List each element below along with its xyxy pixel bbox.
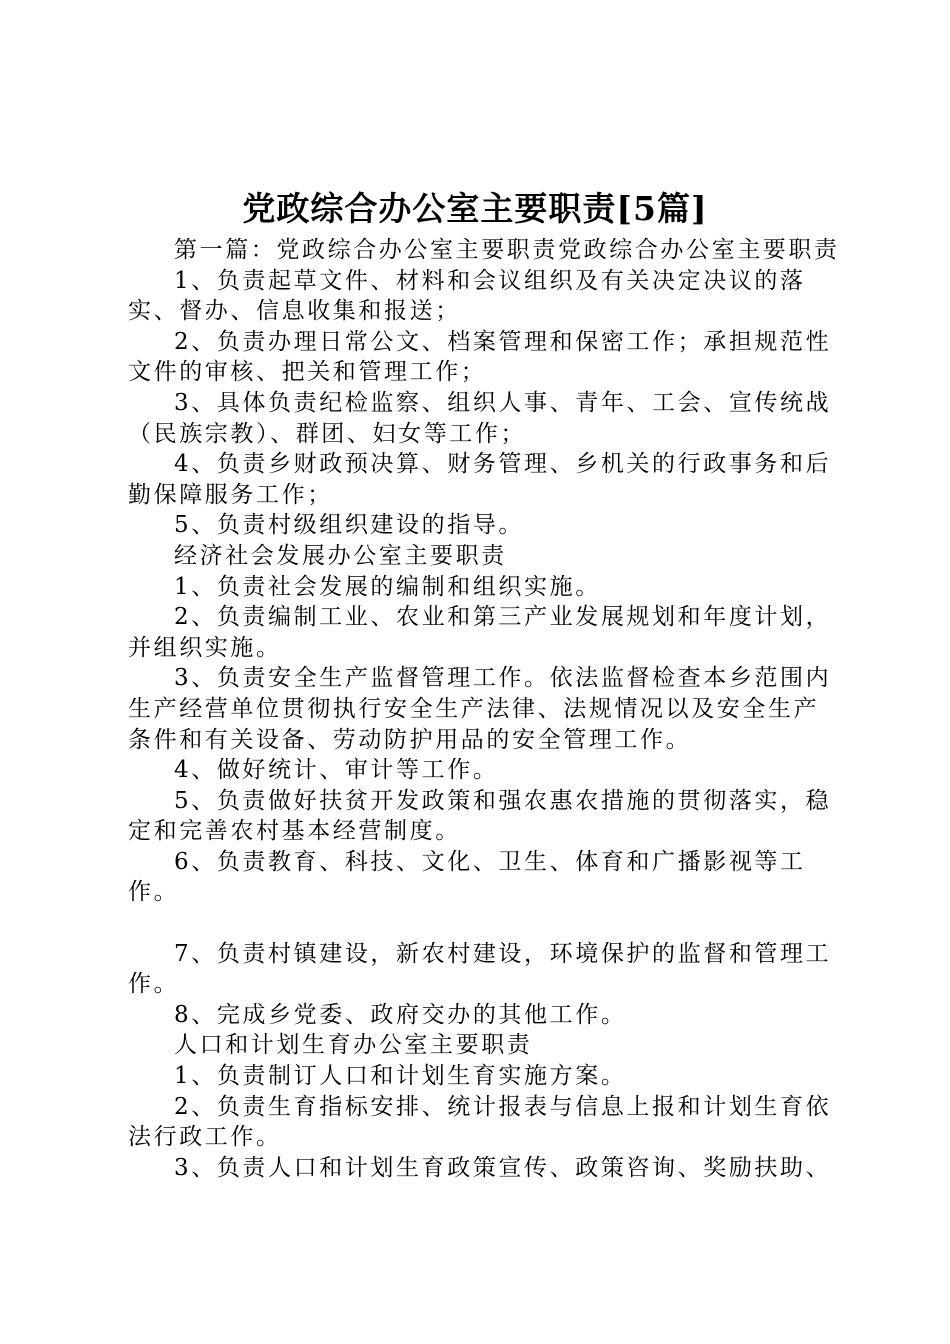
section-heading: 人口和计划生育办公室主要职责 <box>174 1032 533 1059</box>
paragraph: 4、负责乡财政预决算、财务管理、乡机关的行政事务和后勤保障服务工作； <box>128 451 832 508</box>
document-body <box>128 235 840 1183</box>
paragraph: 3、负责人口和计划生育政策宣传、政策咨询、奖励扶助、 <box>174 1154 832 1181</box>
paragraph: 6、负责教育、科技、文化、卫生、体育和广播影视等工作。 <box>128 848 806 906</box>
paragraph: 1、负责社会发展的编制和组织实施。 <box>174 573 601 600</box>
paragraph: 2、负责编制工业、农业和第三产业发展规划和年度计划，并组织实施。 <box>128 604 832 661</box>
blank-line <box>128 908 840 939</box>
paragraph: 2、负责办理日常公文、档案管理和保密工作；承担规范性文件的审核、把关和管理工作； <box>128 328 832 386</box>
paragraph: 3、负责安全生产监督管理工作。依法监督检查本乡范围内生产经营单位贯彻执行安全生产法律、法规情况以及安全生产条件和有关设备、劳动防护用品的安全管理工作。 <box>128 665 832 753</box>
paragraph: 4、做好统计、审计等工作。 <box>174 757 499 784</box>
paragraph: 3、具体负责纪检监察、组织人事、青年、工会、宣传统战（民族宗教）、群团、妇女等工作； <box>128 389 832 447</box>
section-heading: 经济社会发展办公室主要职责 <box>174 542 507 569</box>
paragraph: 1、负责制订人口和计划生育实施方案。 <box>174 1063 627 1090</box>
paragraph: 5、负责村级组织建设的指导。 <box>174 512 525 539</box>
paragraph: 1、负责起草文件、材料和会议组织及有关决定决议的落实、督办、信息收集和报送； <box>128 267 806 325</box>
paragraph: 8、完成乡党委、政府交办的其他工作。 <box>174 1001 627 1028</box>
paragraph: 2、负责生育指标安排、统计报表与信息上报和计划生育依法行政工作。 <box>128 1093 832 1151</box>
paragraph: 5、负责做好扶贫开发政策和强农惠农措施的贯彻落实，稳定和完善农村基本经营制度。 <box>128 787 832 845</box>
paragraph: 第一篇：党政综合办公室主要职责党政综合办公室主要职责 <box>174 237 840 263</box>
paragraph: 7、负责村镇建设，新农村建设，环境保护的监督和管理工作。 <box>128 940 832 998</box>
document-title: 党政综合办公室主要职责[5篇] <box>242 189 708 228</box>
